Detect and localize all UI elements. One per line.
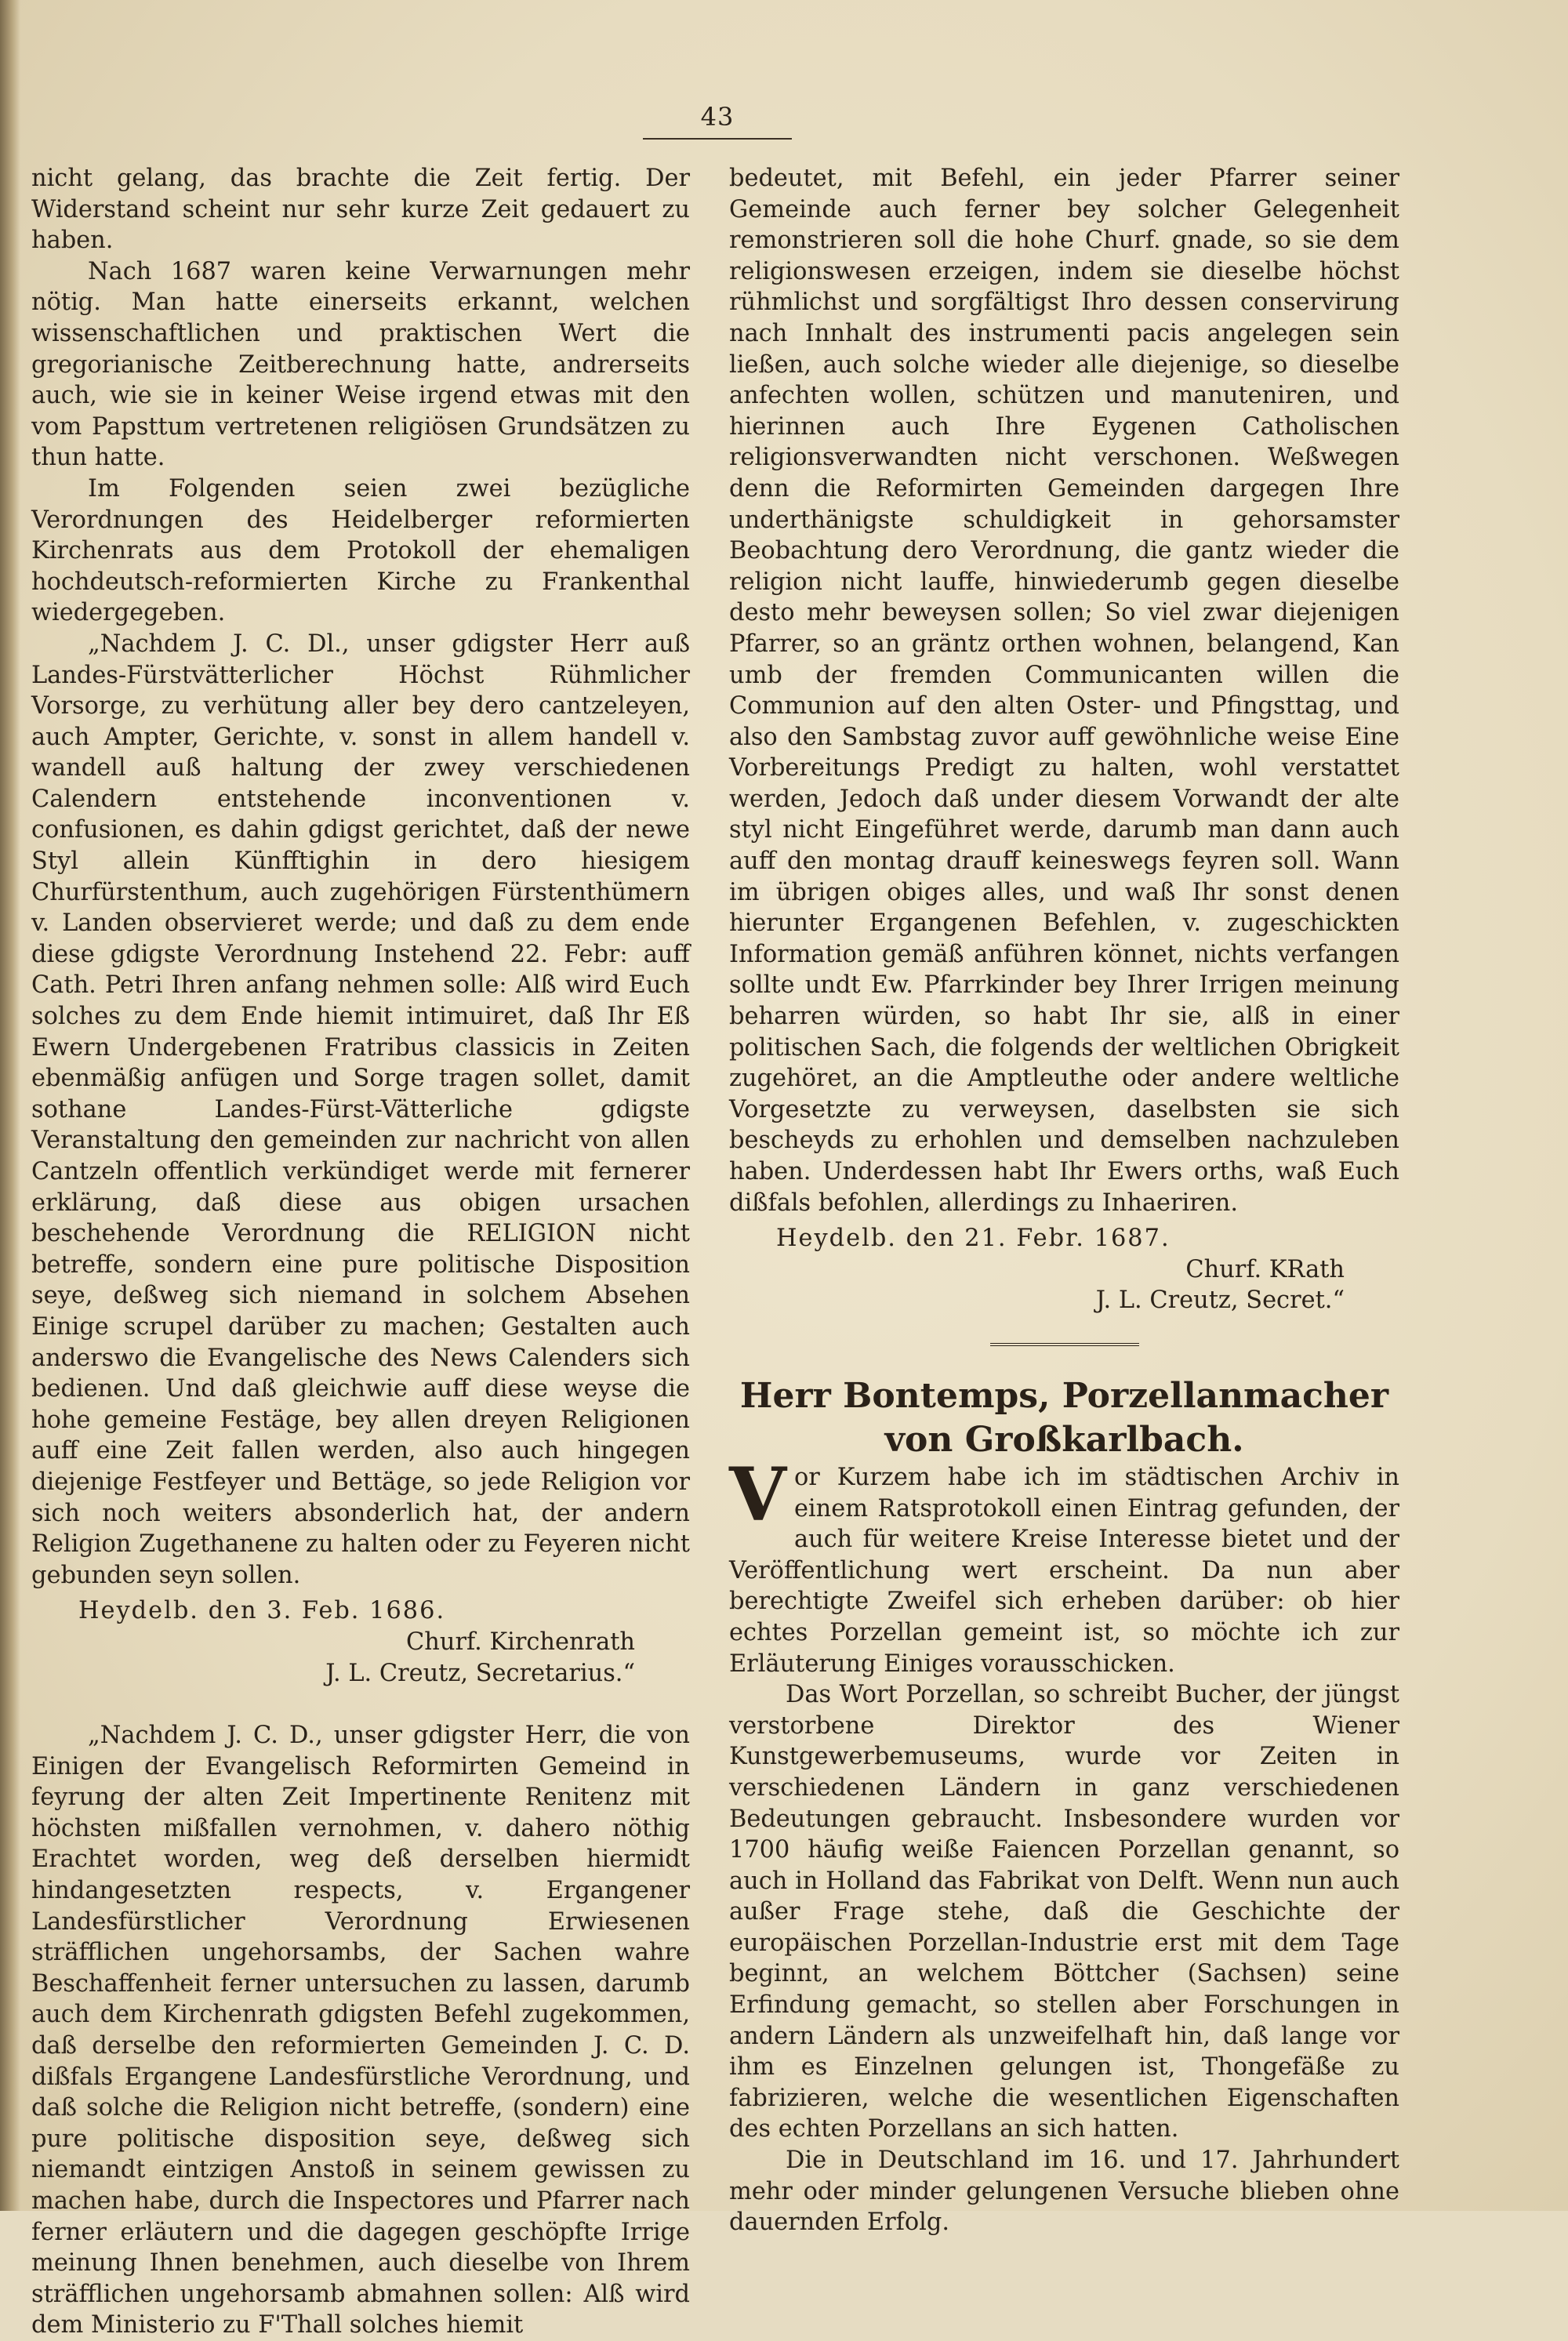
article-paragraph: Das Wort Porzellan, so schreibt Bucher, der jüngst verstorbene Direktor des Wiener Kunstgewerbemuseums, wurde vor Zeiten in verschiedenen Ländern in ganz verschiedenen Bedeutungen gebraucht. Insbesondere wurden vor 1700 häufig weiße Faiencen Porzellan genannt, so auch in Holland das Fabrikat von Delft. Wenn nun auch außer Frage stehe, daß die Geschichte der europäischen Porzellan-Industrie erst mit dem Tage beginnt, an welchem Böttcher (Sachsen) seine Erfindung gemacht, so stellen aber Forschungen in andern Ländern als unzweifelhaft hin, daß lange vor ihm es Einzelnen gelungen ist, Thongefäße zu fabrizieren, welche die wesentlichen Eigenschaften des echten Porzellans an sich hatten. (729, 1681, 1399, 2143)
decree-quote-1687: „Nachdem J. C. D., unser gdigster Herr, die von Einigen der Evangelisch Reformirten Gemeind in feyrung der alten Zeit Impertinente Renitenz mit höchsten mißfallen vernohmen, v. dahero nöthig Erachtet worden, weg deß derselben hiermidt hindangesetzten respects, v. Ergangener Landesfürstlicher Verordnung Erwiesenen sträfflichen ungehorsambs, der Sachen wahre Beschaffenheit ferner untersuchen zu lassen, darumb auch dem Kirchenrath gdigsten Befehl zugekommen, daß derselbe den reformierten Gemeinden J. C. D. dißfals Ergangene Landesfürstliche Verordnung, und daß solche die Religion nicht betreffe, (sondern) eine pure politische disposition seye, deßweg sich niemandt eintzigen Anstoß in seinem gewissen zu machen habe, durch die Inspectores und Pfarrer nach ferner erläutern und die dagegen geschöpfte Irrige meinung Ihnen benehmen, auch dieselbe von Ihrem sträfflichen ungehorsamb abmahnen sollen: Alß wird dem Ministerio zu F'Thall solches hiemit (31, 1722, 690, 2339)
paragraph: Im Folgenden seien zwei bezügliche Verordnungen des Heidelberger reformierten Kirchenrats aus dem Protokoll der ehemaligen hochdeutsch-reformierten Kirche zu Frankenthal wiedergegeben. (31, 474, 690, 627)
decree-date-1687: Heydelb. den 21. Febr. 1687. (776, 1225, 1171, 1253)
section-divider (990, 1343, 1139, 1346)
article-title: Herr Bontemps, Porzellanmacher von Großkarlbach. (739, 1375, 1389, 1460)
paragraph: nicht gelang, das brachte die Zeit fertig. Der Widerstand scheint nur sehr kurze Zeit gedauert zu haben. (31, 165, 690, 255)
article-paragraph (729, 1451, 1399, 1679)
signature-name: J. L. Creutz, Secret.“ (1095, 1287, 1345, 1315)
signature-name: J. L. Creutz, Secretarius.“ (325, 1659, 635, 1687)
decree-quote-1686: „Nachdem J. C. Dl., unser gdigster Herr auß Landes-Fürstvätterlicher Höchst Rühmlicher Vorsorge, zu verhütung aller bey dero cantzeleyen, auch Ampter, Gerichte, v. sonst in allem handell v. wandell auß haltung der zwey verschiedenen Calendern entstehende inconventionen v. confusionen, es dahin gdigst gerichtet, daß der newe Styl allein Künfftighin in dero hiesigem Churfürstenthum, auch zugehörigen Fürstenthümern v. Landen observieret werde; und daß zu dem ende diese gdigste Verordnung Instehend 22. Febr: auff Cath. Petri Ihren anfang nehmen solle: Alß wird Euch solches zu dem Ende hiemit intimuiret, daß Ihr Eß Ewern Undergebenen Fratribus classicis in Zeiten ebenmäßig anfügen und Sorge tragen sollet, damit sothane Landes-Fürst-Vätterliche gdigste Veranstaltung den gemeinden zur nachricht von allen Cantzeln offentlich verkündiget werde mit fernerer erklärung, daß diese aus obigen ursachen beschehende Verordnung die RELIGION nicht betreffe, sondern eine pure politische Disposition seye, deßweg sich niemand in solchem Absehen Einige scrupel darüber zu machen; Gestalten auch anderswo die Evangelische des News Calenders sich bedienen. Und daß gleichwie auff diese weyse die hohe gemeine Festäge, bey allen dreyen Religionen auff eine Zeit fallen werden, also auch hingegen diejenige Festfeyer und Bettäge, so jede Religion vor sich noch weiters absonderlich hat, der andern Religion Zugethanene zu halten oder zu Feyeren nicht gebunden seyn sollen. (31, 630, 690, 1589)
signature-title: Churf. KRath (1185, 1255, 1345, 1283)
article-paragraph: Die in Deutschland im 16. und 17. Jahrhundert mehr oder minder gelungenen Versuche blieben ohne dauernden Erfolg. (729, 2147, 1399, 2237)
paragraph: bedeutet, mit Befehl, ein jeder Pfarrer seiner Gemeinde auch ferner bey solcher Gelegenheit remonstrieren soll die hohe Churf. gnade, so sie dem religionswesen erzeigen, indem sie dieselbe höchst rühmlichst und sorgfältigst Ihro dessen conservirung nach Innhalt des instrumenti pacis angelegen sein ließen, auch solche wieder alle diejenige, so dieselbe anfechten wollen, schützen und manuteniren, und hierinnen auch Ihre Eygenen Catholischen religionsverwandten nicht verschonen. Weßwegen denn die Reformirten Gemeinden dargegen Ihre underthänigste schuldigkeit in gehorsamster Beobachtung dero Verordnung, die gantz wieder die religion nicht lauffe, hinwiederumb gegen dieselbe desto mehr beweysen sollen; So viel zwar diejenigen Pfarrer, so an gräntz orthen wohnen, belangend, Kan umb der fremden Communicanten willen die Communion auf den alten Oster- und Pfingsttag, und also den Sambstag zuvor auff gewöhnliche weise Eine Vorbereitungs Predigt zu halten, wohl verstattet werden, Jedoch daß under diesem Vorwandt der alte styl nicht Eingeführet werde, darumb man dann auch auff den montag drauff keineswegs feyren soll. Wann im übrigen obiges alles, und waß Ihr sonst denen hierunter Ergangenen Befehlen, v. zugeschickten Information gemäß anführen könnet, nichts verfangen sollte undt Ew. Pfarrkinder bey Ihrer Irrigen meinung beharren würden, so habt Ihr sie, alß in einer politischen Sach, die folgends der weltlichen Obrigkeit zugehöret, an die Amptleuthe oder andere weltliche Vorgesetzte zu verweysen, daselbsten sie sich bescheyds zu erhohlen und demselben nachzuleben haben. Underdessen habt Ihr Ewers orths, waß Euch dißfals befohlen, allerdings zu Inhaeriren. (729, 165, 1399, 1217)
signature-title: Churf. Kirchenrath (406, 1628, 635, 1656)
decree-date-1686: Heydelb. den 3. Feb. 1686. (78, 1597, 446, 1625)
article-text: or Kurzem habe ich im städtischen Archiv in einem Ratsprotokoll einen Eintrag gefunden, der auch für weitere Kreise Interesse bietet und der Veröffentlichung wert erscheint. Da nun aber berechtigte Zweifel sich erheben darüber: ob hier echtes Porzellan gemeint ist, so möchte ich zur Erläuterung Einiges vorausschicken. (729, 1463, 1399, 1678)
page-number-rule (643, 138, 792, 140)
page-binding-edge (0, 0, 20, 2211)
left-column (31, 163, 690, 2341)
page-number: 43 (700, 102, 735, 132)
paragraph: Nach 1687 waren keine Verwarnungen mehr nötig. Man hatte einerseits erkannt, welchen wissenschaftlichen und praktischen Wert die gregorianische Zeitberechnung hatte, andrerseits auch, wie sie in keiner Weise irgend etwas mit den vom Papsttum vertretenen religiösen Grundsätzen zu thun hatte. (31, 257, 690, 472)
right-column (729, 163, 1399, 2238)
drop-cap: V (729, 1451, 786, 1538)
